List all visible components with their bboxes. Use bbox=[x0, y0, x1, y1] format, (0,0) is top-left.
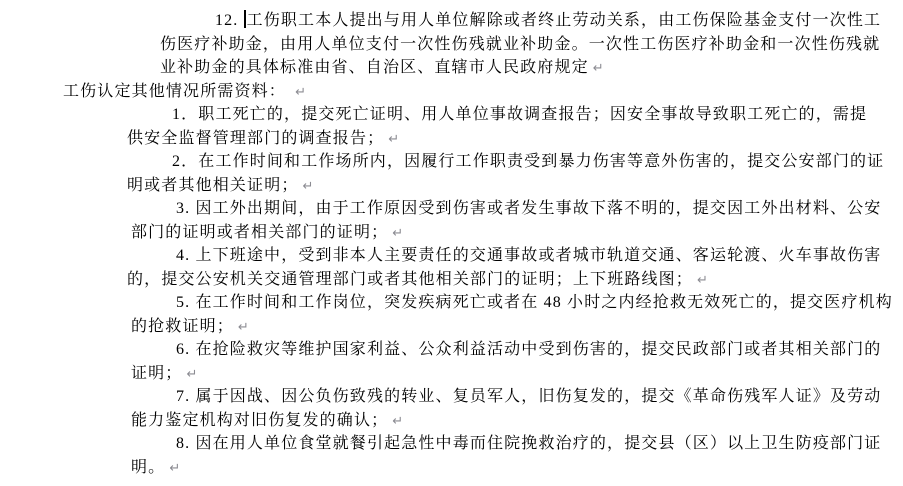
text-cursor bbox=[244, 10, 246, 28]
line-text: 业补助金的具体标准由省、自治区、直辖市人民政府规定 bbox=[160, 59, 589, 76]
paragraph-mark-icon: ↵ bbox=[237, 319, 249, 335]
text-line bbox=[0, 338, 903, 362]
paragraph-mark-icon: ↵ bbox=[169, 460, 181, 476]
text-line bbox=[0, 244, 903, 268]
paragraph-mark-icon: ↵ bbox=[186, 366, 198, 382]
text-line bbox=[0, 9, 903, 33]
text-line bbox=[0, 456, 903, 480]
line-text: 工伤认定其他情况所需资料： bbox=[63, 82, 292, 100]
line-text: 1．职工死亡的，提交死亡证明、用人单位事故调查报告；因安全事故导致职工死亡的，需提 bbox=[172, 106, 868, 123]
text-line bbox=[0, 197, 903, 221]
text-line bbox=[0, 315, 903, 339]
line-text: 伤医疗补助金，由用人单位支付一次性伤残就业补助金。一次性工伤医疗补助金和一次性伤残就 bbox=[160, 35, 881, 53]
text-line bbox=[0, 409, 903, 433]
text-line bbox=[0, 268, 903, 292]
text-line bbox=[0, 127, 903, 151]
text-line bbox=[0, 291, 903, 315]
text-line bbox=[0, 56, 903, 80]
line-text: 明或者其他相关证明； bbox=[127, 176, 299, 194]
paragraph-mark-icon: ↵ bbox=[302, 178, 314, 194]
line-text: 明。 bbox=[131, 458, 166, 476]
line-text: 的抢救证明； bbox=[131, 317, 234, 335]
text-line bbox=[0, 362, 903, 386]
line-text: 工伤职工本人提出与用人单位解除或者终止劳动关系，由工伤保险基金支付一次性工 bbox=[246, 12, 882, 29]
paragraph-mark-icon: ↵ bbox=[392, 225, 404, 241]
line-text: 3. 因工外出期间，由于工作原因受到伤害或者发生事故下落不明的，提交因工外出材料、公安 bbox=[176, 200, 882, 217]
list-number: 12. bbox=[215, 12, 244, 29]
text-line bbox=[0, 80, 903, 104]
paragraph-mark-icon: ↵ bbox=[696, 272, 708, 288]
line-text: 7. 属于因战、因公负伤致残的转业、复员军人，旧伤复发的，提交《革命伤残军人证》及劳动 bbox=[176, 388, 882, 405]
line-text: 供安全监督管理部门的调查报告； bbox=[127, 129, 385, 147]
paragraph-mark-icon: ↵ bbox=[392, 413, 404, 429]
text-line bbox=[0, 432, 903, 456]
line-text: 6. 在抢险救灾等维护国家利益、公众利益活动中受到伤害的，提交民政部门或者其相关部门的 bbox=[176, 341, 882, 358]
line-text: 8. 因在用人单位食堂就餐引起急性中毒而住院挽救治疗的，提交县（区）以上卫生防疫部门证 bbox=[176, 435, 882, 452]
text-line bbox=[0, 103, 903, 127]
line-text: 4. 上下班途中，受到非本人主要责任的交通事故或者城市轨道交通、客运轮渡、火车事故伤害 bbox=[176, 247, 882, 264]
text-line bbox=[0, 33, 903, 57]
text-line bbox=[0, 221, 903, 245]
text-line bbox=[0, 150, 903, 174]
paragraph-mark-icon: ↵ bbox=[592, 61, 604, 76]
line-text: 5. 在工作时间和工作岗位，突发疾病死亡或者在 48 小时之内经抢救无效死亡的，提交医疗机构 bbox=[176, 294, 893, 311]
line-text: 证明； bbox=[131, 364, 183, 382]
text-line bbox=[0, 174, 903, 198]
line-text: 2．在工作时间和工作场所内，因履行工作职责受到暴力伤害等意外伤害的，提交公安部门的证 bbox=[172, 153, 885, 170]
paragraph-mark-icon: ↵ bbox=[295, 84, 307, 100]
line-text: 能力鉴定机构对旧伤复发的确认； bbox=[131, 411, 389, 429]
line-text: 的，提交公安机关交通管理部门或者其他相关部门的证明；上下班路线图； bbox=[127, 270, 693, 288]
line-text: 部门的证明或者相关部门的证明； bbox=[131, 223, 389, 241]
text-line bbox=[0, 385, 903, 409]
paragraph-mark-icon: ↵ bbox=[388, 131, 400, 147]
